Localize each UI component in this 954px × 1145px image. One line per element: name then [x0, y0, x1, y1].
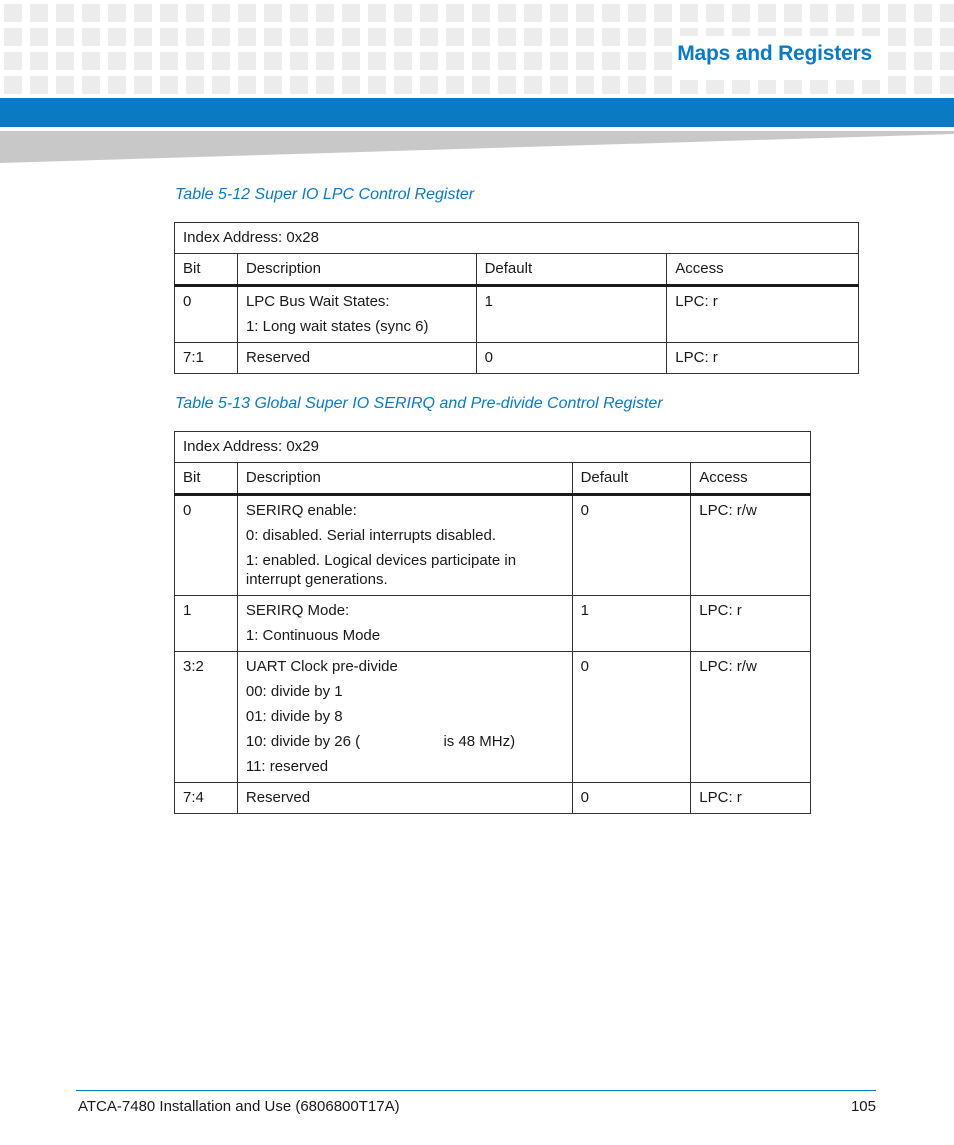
grid-square: [368, 52, 386, 70]
description-line: UART Clock pre-divide: [245, 658, 398, 675]
table-row: [175, 286, 859, 343]
grid-square: [862, 4, 880, 22]
default-cell: 0: [572, 652, 691, 783]
grid-square: [212, 76, 230, 94]
grid-square: [30, 52, 48, 70]
footer-page-number: 105: [850, 1098, 876, 1115]
grid-square: [238, 52, 256, 70]
grid-square: [212, 28, 230, 46]
grid-square: [602, 4, 620, 22]
grid-square: [576, 52, 594, 70]
grid-square: [654, 52, 672, 70]
grid-square: [82, 4, 100, 22]
description-line: 10: divide by 26 ( is 48 MHz): [245, 733, 516, 750]
description-line: 01: divide by 8: [245, 708, 343, 725]
grid-square: [940, 76, 954, 94]
grid-square: [420, 52, 438, 70]
description-cell: [237, 495, 572, 596]
description-line: 1: Long wait states (sync 6): [245, 318, 429, 335]
column-header: Description: [237, 463, 572, 495]
footer-document-title: ATCA-7480 Installation and Use (6806800T17A): [78, 1098, 400, 1115]
description-cell: [237, 652, 572, 783]
grid-square: [160, 52, 178, 70]
grid-square: [342, 52, 360, 70]
table-header-row: [175, 254, 859, 286]
grid-square: [342, 28, 360, 46]
grid-square: [342, 76, 360, 94]
grid-square: [472, 76, 490, 94]
bit-cell: 7:4: [175, 783, 238, 814]
grid-square: [550, 28, 568, 46]
grid-square: [82, 28, 100, 46]
grid-square: [472, 28, 490, 46]
grid-square: [4, 4, 22, 22]
bit-cell: 1: [175, 596, 238, 652]
grid-square: [212, 4, 230, 22]
grid-square: [888, 76, 906, 94]
grid-square: [4, 52, 22, 70]
header-grey-wedge: [0, 127, 954, 163]
description-line: 1: Continuous Mode: [245, 627, 381, 644]
grid-square: [446, 76, 464, 94]
default-cell: 1: [572, 596, 691, 652]
grid-square: [550, 4, 568, 22]
column-header: Bit: [175, 463, 238, 495]
grid-square: [940, 28, 954, 46]
grid-square: [914, 28, 932, 46]
grid-square: [602, 52, 620, 70]
grid-square: [316, 4, 334, 22]
grid-square: [238, 28, 256, 46]
grid-square: [4, 76, 22, 94]
grid-square: [550, 52, 568, 70]
grid-square: [472, 4, 490, 22]
grid-square: [446, 4, 464, 22]
grid-square: [394, 28, 412, 46]
grid-square: [550, 76, 568, 94]
grid-square: [290, 4, 308, 22]
access-cell: LPC: r: [691, 596, 811, 652]
grid-square: [940, 52, 954, 70]
grid-square: [888, 28, 906, 46]
register-table-5-12: [174, 222, 859, 374]
grid-square: [30, 28, 48, 46]
access-cell: LPC: r: [691, 783, 811, 814]
grid-square: [784, 4, 802, 22]
grid-square: [472, 52, 490, 70]
grid-square: [290, 76, 308, 94]
default-cell: 1: [476, 286, 667, 343]
register-table-5-13: [174, 431, 811, 814]
grid-square: [134, 28, 152, 46]
grid-square: [914, 76, 932, 94]
grid-square: [134, 76, 152, 94]
grid-square: [810, 4, 828, 22]
grid-square: [264, 52, 282, 70]
grid-square: [602, 28, 620, 46]
header-blue-band: [0, 98, 954, 127]
grid-square: [732, 4, 750, 22]
grid-square: [160, 4, 178, 22]
grid-square: [108, 28, 126, 46]
access-cell: LPC: r: [667, 343, 859, 374]
description-cell: [237, 286, 476, 343]
bit-cell: 7:1: [175, 343, 238, 374]
table-caption-5-12: Table 5-12 Super IO LPC Control Register: [175, 186, 475, 203]
description-line: Reserved: [245, 349, 311, 366]
grid-square: [30, 76, 48, 94]
grid-square: [446, 28, 464, 46]
grid-square: [264, 4, 282, 22]
grid-square: [108, 76, 126, 94]
index-address-cell: Index Address: 0x29: [175, 432, 811, 463]
description-line: 0: disabled. Serial interrupts disabled.: [245, 527, 497, 544]
description-line: SERIRQ enable:: [245, 502, 357, 519]
grid-square: [316, 28, 334, 46]
grid-square: [342, 4, 360, 22]
grid-square: [680, 4, 698, 22]
column-header: Bit: [175, 254, 238, 286]
grid-square: [628, 52, 646, 70]
table-caption-5-13: Table 5-13 Global Super IO SERIRQ and Pre-divide Control Register: [175, 395, 663, 412]
grid-square: [628, 28, 646, 46]
grid-square: [836, 4, 854, 22]
grid-square: [368, 76, 386, 94]
grid-square: [238, 4, 256, 22]
access-cell: LPC: r: [667, 286, 859, 343]
default-cell: 0: [572, 495, 691, 596]
description-cell: [237, 343, 476, 374]
grid-square: [134, 4, 152, 22]
bit-cell: 3:2: [175, 652, 238, 783]
table-row: [175, 495, 811, 596]
grid-square: [368, 28, 386, 46]
description-cell: [237, 596, 572, 652]
grid-square: [446, 52, 464, 70]
grid-square: [524, 4, 542, 22]
grid-square: [108, 52, 126, 70]
grid-square: [394, 52, 412, 70]
grid-square: [238, 76, 256, 94]
grid-square: [394, 76, 412, 94]
grid-square: [134, 52, 152, 70]
grid-square: [498, 76, 516, 94]
grid-square: [524, 28, 542, 46]
grid-square: [368, 4, 386, 22]
grid-square: [498, 52, 516, 70]
grid-square: [186, 76, 204, 94]
grid-square: [524, 52, 542, 70]
grid-square: [888, 4, 906, 22]
grid-square: [82, 76, 100, 94]
description-line: 11: reserved: [245, 758, 329, 775]
grid-square: [316, 76, 334, 94]
grid-square: [108, 4, 126, 22]
column-header: Default: [572, 463, 691, 495]
grid-square: [56, 52, 74, 70]
access-cell: LPC: r/w: [691, 652, 811, 783]
grid-square: [576, 76, 594, 94]
grid-square: [160, 76, 178, 94]
column-header: Access: [691, 463, 811, 495]
grid-square: [290, 52, 308, 70]
grid-square: [914, 52, 932, 70]
grid-square: [264, 28, 282, 46]
default-cell: 0: [572, 783, 691, 814]
column-header: Description: [237, 254, 476, 286]
access-cell: LPC: r/w: [691, 495, 811, 596]
table-header-row: [175, 463, 811, 495]
table-row: [175, 596, 811, 652]
bit-cell: 0: [175, 495, 238, 596]
grid-square: [628, 4, 646, 22]
grid-square: [420, 4, 438, 22]
grid-square: [576, 28, 594, 46]
grid-square: [420, 76, 438, 94]
default-cell: 0: [476, 343, 667, 374]
grid-square: [758, 4, 776, 22]
grid-square: [186, 28, 204, 46]
grid-square: [56, 28, 74, 46]
table-row: [175, 652, 811, 783]
grid-square: [628, 76, 646, 94]
grid-square: [654, 76, 672, 94]
grid-square: [706, 4, 724, 22]
table-row: [175, 343, 859, 374]
grid-square: [160, 28, 178, 46]
description-line: Reserved: [245, 789, 311, 806]
grid-square: [264, 76, 282, 94]
description-cell: [237, 783, 572, 814]
grid-square: [654, 28, 672, 46]
grid-square: [888, 52, 906, 70]
grid-square: [186, 4, 204, 22]
grid-square: [186, 52, 204, 70]
grid-square: [602, 76, 620, 94]
grid-square: [316, 52, 334, 70]
grid-square: [212, 52, 230, 70]
description-line: SERIRQ Mode:: [245, 602, 350, 619]
description-line: LPC Bus Wait States:: [245, 293, 390, 310]
grid-square: [56, 4, 74, 22]
description-line: 00: divide by 1: [245, 683, 343, 700]
grid-square: [654, 4, 672, 22]
grid-square: [394, 4, 412, 22]
grid-square: [524, 76, 542, 94]
grid-square: [498, 28, 516, 46]
grid-square: [914, 4, 932, 22]
column-header: Access: [667, 254, 859, 286]
footer-rule: [76, 1090, 876, 1091]
index-address-cell: Index Address: 0x28: [175, 223, 859, 254]
grid-square: [4, 28, 22, 46]
column-header: Default: [476, 254, 667, 286]
description-line: 1: enabled. Logical devices participate in interrupt generations.: [245, 552, 517, 588]
page-title: Maps and Registers: [677, 42, 872, 65]
grid-square: [56, 76, 74, 94]
grid-square: [420, 28, 438, 46]
grid-square: [30, 4, 48, 22]
grid-square: [576, 4, 594, 22]
table-row: [175, 783, 811, 814]
grid-square: [82, 52, 100, 70]
grid-square: [290, 28, 308, 46]
grid-square: [940, 4, 954, 22]
bit-cell: 0: [175, 286, 238, 343]
grid-square: [498, 4, 516, 22]
